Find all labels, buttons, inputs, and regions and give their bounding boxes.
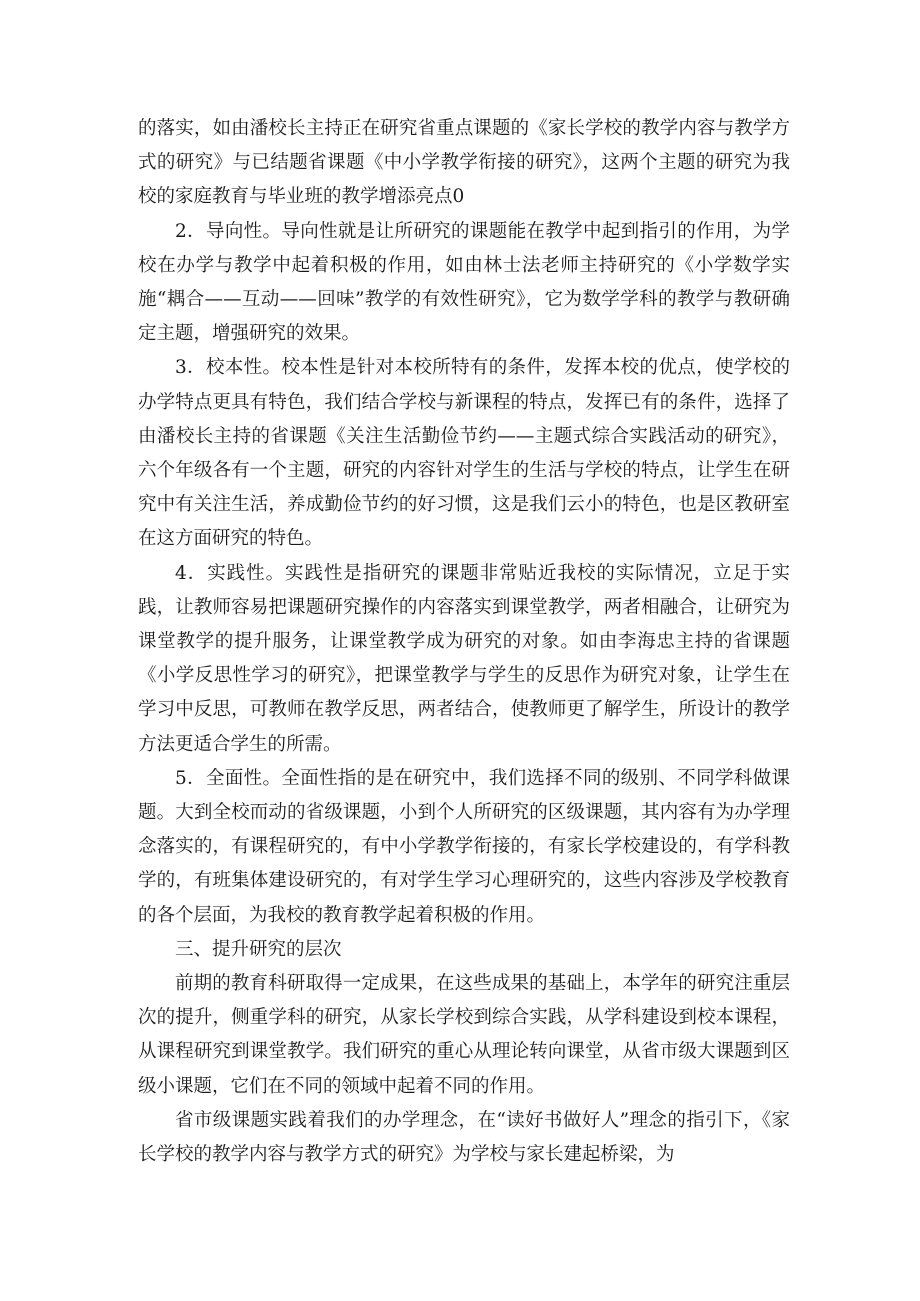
paragraph-school-based: 3．校本性。校本性是针对本校所特有的条件，发挥本校的优点，使学校的办学特点更具有特色，我们结合学校与新课程的特点，发挥已有的条件，选择了由潘校长主持的省课题《关注生活勤俭节约——主题式综合实践活动的研究》，六个年级各有一个主题，研究的内容针对学生的生活与学校的特点，让学生在研究中有关注生活，养成勤俭节约的好习惯，这是我们云小的特色，也是区教研室在这方面研究的特色。: [138, 357, 790, 550]
paragraph-research-results: 前期的教育科研取得一定成果，在这些成果的基础上，本学年的研究注重层次的提升，侧重学科的研究，从家长学校到综合实践，从学科建设到校本课程，从课程研究到课堂教学。我们研究的重心从理论转向课堂，从省市级大课题到区级小课题，它们在不同的领域中起着不同的作用。: [138, 973, 790, 1097]
paragraph-practicality: 4．实践性。实践性是指研究的课题非常贴近我校的实际情况，立足于实践，让教师容易把课题研究操作的内容落实到课堂教学，两者相融合，让研究为课堂教学的提升服务，让课堂教学成为研究的对象。如由李海忠主持的省课题《小学反思性学习的研究》，把课堂教学与学生的反思作为研究对象，让学生在学习中反思，可教师在教学反思，两者结合，使教师更了解学生，所设计的教学方法更适合学生的所需。: [138, 562, 790, 755]
document-body: [138, 112, 790, 1172]
section-heading: 三、提升研究的层次: [175, 938, 342, 960]
paragraph-orientation: 2．导向性。导向性就是让所研究的课题能在教学中起到指引的作用，为学校在办学与教学中起着积极的作用，如由林士法老师主持研究的《小学数学实施“耦合——互动——回味”教学的有效性研究》，它为数学学科的教学与教研确定主题，增强研究的效果。: [138, 220, 790, 345]
paragraph-comprehensiveness: 5．全面性。全面性指的是在研究中，我们选择不同的级别、不同学科做课题。大到全校而动的省级课题，小到个人所研究的区级课题，其内容有为办学理念落实的，有课程研究的，有中小学教学衔接的，有家长学校建设的，有学科教学的，有班集体建设研究的，有对学生学习心理研究的，这些内容涉及学校教育的各个层面，为我校的教育教学起着积极的作用。: [138, 767, 790, 926]
paragraph-continuation: 的落实，如由潘校长主持正在研究省重点课题的《家长学校的教学内容与教学方式的研究》与已结题省课题《中小学教学衔接的研究》，这两个主题的研究为我校的家庭教育与毕业班的教学增添亮点0: [138, 118, 790, 208]
paragraph-provincial-projects: 省市级课题实践着我们的办学理念，在“读好书做好人”理念的指引下，《家长学校的教学内容与教学方式的研究》为学校与家长建起桥梁，为: [138, 1109, 790, 1166]
